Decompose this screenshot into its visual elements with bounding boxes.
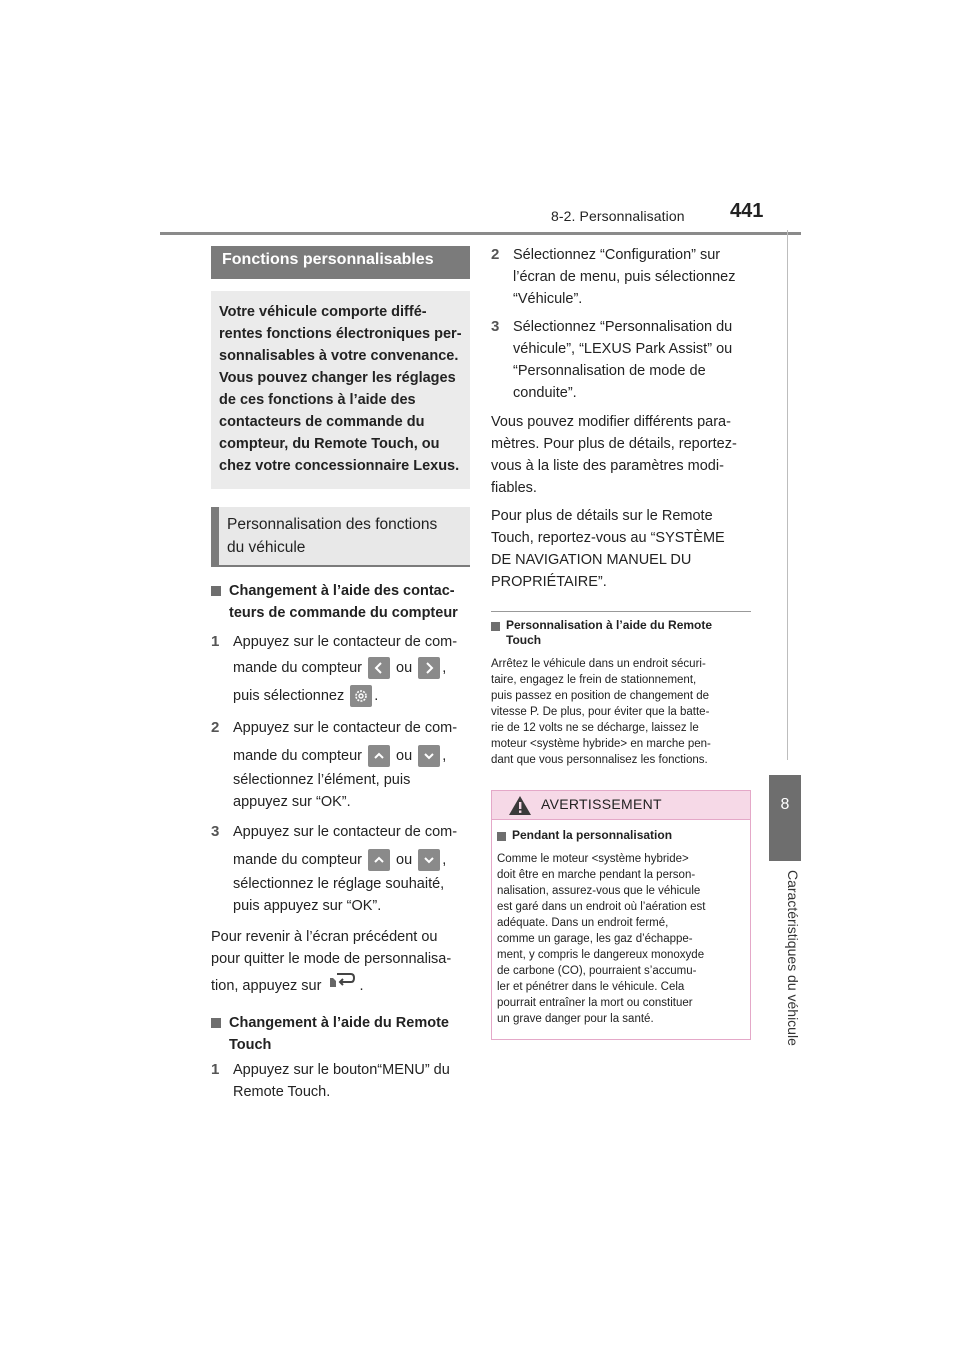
- para-line: Vous pouvez modifier différents para-: [491, 414, 731, 430]
- para-line: fiables.: [491, 480, 537, 496]
- step-text: véhicule”, “LEXUS Park Assist” ou: [513, 341, 733, 357]
- chapter-tab: [769, 775, 801, 861]
- intro-box: [211, 291, 470, 489]
- warning-line: Comme le moteur <système hybride>: [497, 853, 689, 865]
- subsection-title-line: du véhicule: [227, 539, 306, 556]
- header-section-title: 8-2. Personnalisation: [551, 208, 685, 224]
- remote-step-1: [211, 1059, 470, 1103]
- step-1: [211, 631, 470, 709]
- back-return-icon: [327, 970, 357, 1002]
- step-number: 1: [211, 633, 220, 650]
- step-2: [211, 717, 470, 813]
- note-line: vitesse P. De plus, pour éviter que la batte-: [491, 706, 710, 718]
- warning-line: de carbone (CO), pourraient s’accumu-: [497, 965, 697, 977]
- side-divider: [787, 230, 788, 760]
- warning-line: nalisation, assurez-vous que le véhicule: [497, 885, 701, 897]
- step-text: Remote Touch.: [233, 1084, 331, 1100]
- chevron-left-icon: [368, 657, 390, 679]
- step-text: puis sélectionnez: [233, 688, 345, 704]
- note-heading-line: Personnalisation à l’aide du Remote: [506, 618, 713, 632]
- step-text: Appuyez sur le contacteur de com-: [233, 634, 458, 650]
- warning-line: doit être en marche pendant la person-: [497, 869, 696, 881]
- heading-remote-touch: [211, 1012, 470, 1056]
- heading-line: Changement à l’aide des contac-: [229, 583, 455, 599]
- square-bullet-icon: [497, 832, 506, 841]
- para-line: PROPRIÉTAIRE”.: [491, 574, 607, 590]
- chapter-number: 8: [780, 796, 790, 813]
- step-text: “Véhicule”.: [513, 291, 583, 307]
- warning-subheading: [497, 828, 745, 843]
- remote-step-2: [491, 244, 751, 310]
- step-text: Sélectionnez “Personnalisation du: [513, 319, 733, 335]
- intro-line: Vous pouvez changer les réglages: [219, 370, 456, 386]
- note-line: dant que vous personnalisez les fonctions.: [491, 754, 708, 766]
- punctuation: .: [374, 688, 379, 704]
- step-text: Appuyez sur le bouton“MENU” du: [233, 1062, 450, 1078]
- heading-line: Touch: [229, 1037, 272, 1053]
- para-line: Touch, reportez-vous au “SYSTÈME: [491, 530, 725, 546]
- para-line: vous à la liste des paramètres modi-: [491, 458, 724, 474]
- step-text-with-buttons: [233, 655, 470, 681]
- note-line: puis passez en position de changement de: [491, 690, 710, 702]
- step-text-with-buttons: [233, 847, 470, 873]
- left-column: [211, 246, 470, 1103]
- para-line: Pour plus de détails sur le Remote: [491, 508, 713, 524]
- para-line: pour quitter le mode de personnalisa-: [211, 951, 452, 967]
- header-rule: [160, 232, 801, 235]
- warning-box: [491, 790, 751, 1040]
- step-text: sélectionnez l’élément, puis: [233, 772, 411, 788]
- heading-line: teurs de commande du compteur: [229, 605, 458, 621]
- intro-line: Votre véhicule comporte diffé-: [219, 304, 427, 320]
- step-number: 2: [211, 719, 220, 736]
- warning-line: est garé dans un endroit où l’aération est: [497, 901, 706, 913]
- warning-line: ler et pénétrer dans le véhicule. Cela: [497, 981, 685, 993]
- intro-line: contacteurs de commande du: [219, 414, 425, 430]
- step-text: Sélectionnez “Configuration” sur: [513, 247, 721, 263]
- intro-line: de ces fonctions à l’aide des: [219, 392, 416, 408]
- subsection-title: [211, 507, 470, 567]
- note-text: [491, 656, 751, 768]
- section-title: Fonctions personnalisables: [211, 246, 470, 279]
- warning-line: un grave danger pour la santé.: [497, 1013, 654, 1025]
- chevron-right-icon: [418, 657, 440, 679]
- step-text: “Personnalisation de mode de: [513, 363, 706, 379]
- note-heading: [491, 618, 751, 648]
- note-line: Arrêtez le véhicule dans un endroit sécuri-: [491, 658, 706, 670]
- return-paragraph: [211, 926, 470, 1002]
- warning-text: [497, 851, 745, 1027]
- square-bullet-icon: [211, 586, 221, 596]
- subsection-title-line: Personnalisation des fonctions: [227, 516, 438, 533]
- intro-line: rentes fonctions électroniques per-: [219, 326, 462, 342]
- punctuation: ,: [442, 660, 447, 676]
- or-text: ou: [396, 748, 413, 764]
- step-text: Appuyez sur le contacteur de com-: [233, 720, 458, 736]
- step-text: l’écran de menu, puis sélectionnez: [513, 269, 736, 285]
- page-number: 441: [730, 200, 764, 222]
- para-line: Pour revenir à l’écran précédent ou: [211, 929, 438, 945]
- step-text: Appuyez sur le contacteur de com-: [233, 824, 458, 840]
- heading-meter-switches: [211, 580, 470, 624]
- square-bullet-icon: [211, 1018, 221, 1028]
- step-text-with-icon: [233, 683, 470, 709]
- warning-subheading-text: Pendant la personnalisation: [512, 828, 673, 842]
- intro-line: chez votre concessionnaire Lexus.: [219, 458, 460, 474]
- intro-line: sonnalisables à votre convenance.: [219, 348, 459, 364]
- gear-icon: [350, 685, 372, 707]
- step-text: sélectionnez le réglage souhaité,: [233, 876, 445, 892]
- remote-touch-paragraph: [491, 505, 751, 593]
- heading-line: Changement à l’aide du Remote: [229, 1015, 449, 1031]
- step-text: mande du compteur: [233, 852, 362, 868]
- step-text-with-buttons: [233, 743, 470, 769]
- step-text: mande du compteur: [233, 748, 362, 764]
- step-number: 2: [491, 246, 500, 263]
- step-3: [211, 821, 470, 917]
- step-number: 3: [491, 318, 500, 335]
- right-column: [491, 244, 751, 1040]
- step-text: mande du compteur: [233, 660, 362, 676]
- chevron-up-icon: [368, 849, 390, 871]
- warning-line: comme un garage, les gaz d’échappe-: [497, 933, 693, 945]
- para-line: DE NAVIGATION MANUEL DU: [491, 552, 692, 568]
- note-line: moteur <système hybride> en marche pen-: [491, 738, 711, 750]
- note-rule: [491, 611, 751, 612]
- or-text: ou: [396, 852, 413, 868]
- step-number: 3: [211, 823, 220, 840]
- warning-line: ment, y compris le dangereux monoxyde: [497, 949, 705, 961]
- note-line: taire, engagez le frein de stationnement,: [491, 674, 697, 686]
- warning-triangle-icon: [508, 795, 532, 816]
- intro-line: compteur, du Remote Touch, ou: [219, 436, 440, 452]
- punctuation: .: [359, 977, 364, 994]
- square-bullet-icon: [491, 622, 500, 631]
- step-text: appuyez sur “OK”.: [233, 794, 351, 810]
- para-line: mètres. Pour plus de détails, reportez-: [491, 436, 737, 452]
- warning-title: AVERTISSEMENT: [541, 796, 662, 812]
- chevron-up-icon: [368, 745, 390, 767]
- note-line: rie de 12 volts ne se décharge, laissez le: [491, 722, 699, 734]
- punctuation: ,: [442, 748, 447, 764]
- chevron-down-icon: [418, 745, 440, 767]
- modify-paragraph: [491, 411, 751, 499]
- step-number: 1: [211, 1061, 220, 1078]
- warning-line: pourrait entraîner la mort ou constituer: [497, 997, 693, 1009]
- para-line-with-icon: [211, 970, 470, 1002]
- warning-header: [492, 791, 750, 820]
- warning-body: [492, 820, 750, 1039]
- para-text: tion, appuyez sur: [211, 977, 322, 994]
- or-text: ou: [396, 660, 413, 676]
- step-text: puis appuyez sur “OK”.: [233, 898, 382, 914]
- chevron-down-icon: [418, 849, 440, 871]
- chapter-label: Caractéristiques du véhicule: [785, 870, 801, 1046]
- step-text: conduite”.: [513, 385, 577, 401]
- punctuation: ,: [442, 852, 447, 868]
- note-heading-line: Touch: [506, 633, 542, 647]
- remote-step-3: [491, 316, 751, 404]
- warning-line: adéquate. Dans un endroit fermé,: [497, 917, 669, 929]
